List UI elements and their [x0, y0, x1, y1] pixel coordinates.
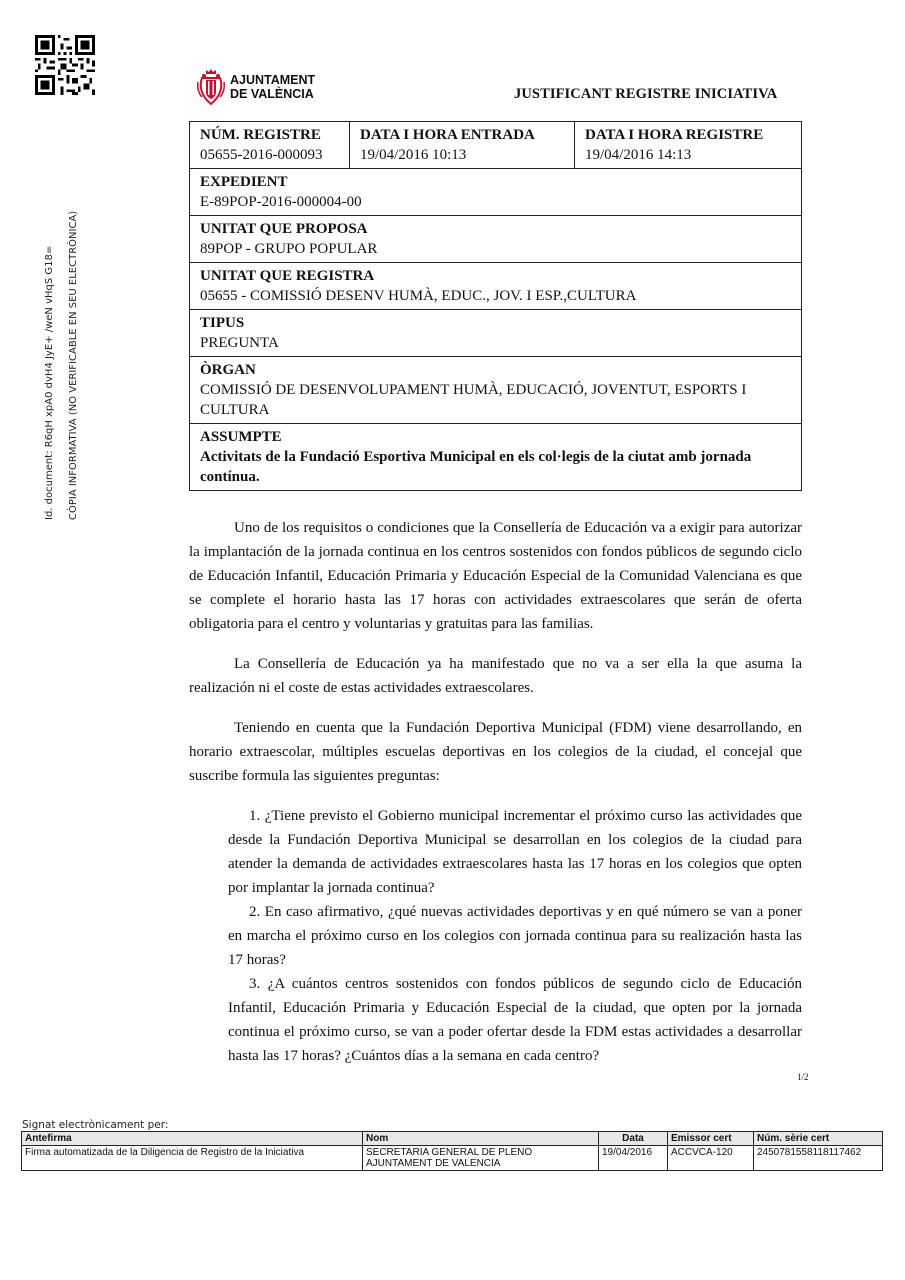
type-label: TIPUS: [200, 315, 245, 331]
antefirma-cell: Firma automatizada de la Diligencia de Registro de la Iniciativa: [22, 1146, 363, 1171]
registry-datetime-value: 19/04/2016 14:13: [585, 147, 692, 163]
data-cell: 19/04/2016: [599, 1146, 668, 1171]
signature-header-row: [22, 1132, 883, 1146]
emissor-header: Emissor cert: [668, 1132, 754, 1146]
proposing-unit-value: 89POP - GRUPO POPULAR: [200, 241, 378, 257]
registry-table: [189, 121, 802, 491]
qr-code: [35, 35, 95, 95]
subject-label: ASSUMPTE: [200, 429, 282, 445]
registry-datetime-cell: [574, 122, 801, 168]
subject-value: Activitats de la Fundació Esportiva Municipal en els col·legis de la ciutat amb jornada contínua.: [200, 449, 752, 485]
signature-row: [22, 1146, 883, 1171]
registry-number-value: 05655-2016-000093: [200, 147, 323, 163]
question-3: 3. ¿A cuántos centros sostenidos con fondos públicos de segundo ciclo de Educación Infantil, Educación Primaria y Educación Especial de la ciudad, que opten por la jornada continua el próximo curso, se van a poder ofertar desde la FDM estas actividades a desarrollar hasta las 17 horas? ¿Cuántos días a la semana en cada centro?: [228, 976, 802, 1064]
registering-unit-row: [190, 262, 801, 309]
data-header: Data: [599, 1132, 668, 1146]
ajuntament-name: [230, 73, 315, 101]
expedient-row: [190, 168, 801, 215]
registry-number-label: NÚM. REGISTRE: [200, 127, 321, 143]
registry-number-cell: [190, 122, 349, 168]
antefirma-header: Antefirma: [22, 1132, 363, 1146]
questions-list: [189, 804, 802, 1068]
side-verification-text: [38, 211, 86, 520]
signature-table: [21, 1131, 883, 1171]
coat-of-arms-icon: [196, 68, 226, 106]
registry-header-row: [190, 122, 801, 168]
org-line-2: DE VALÈNCIA: [230, 87, 314, 101]
registering-unit-value: 05655 - COMISSIÓ DESENV HUMÀ, EDUC., JOV. I ESP.,CULTURA: [200, 288, 637, 304]
emissor-cell: ACCVCA-120: [668, 1146, 754, 1171]
org-line-1: AJUNTAMENT: [230, 73, 316, 87]
subject-row: [190, 423, 801, 490]
qr-code-icon: [35, 35, 95, 95]
registry-datetime-label: DATA I HORA REGISTRE: [585, 127, 764, 143]
body-paragraph-1: Uno de los requisitos o condiciones que la Consellería de Educación va a exigir para autorizar la implantación de la jornada continua en los centros sostenidos con fondos públicos de segundo ciclo de Educación Infantil, Educación Primaria y Educación Especial de la Comunidad Valenciana es que se complete el horario hasta las 17 horas con actividades extraescolares que serán de oferta obligatoria para el centro y voluntarias y gratuitas para las familias.: [189, 520, 802, 632]
type-value: PREGUNTA: [200, 335, 279, 351]
organ-row: [190, 356, 801, 423]
organ-value: COMISSIÓ DE DESENVOLUPAMENT HUMÀ, EDUCACIÓ, JOVENTUT, ESPORTS I CULTURA: [200, 382, 747, 418]
serie-cell: 2450781558118117462: [754, 1146, 883, 1171]
expedient-value: E-89POP-2016-000004-00: [200, 194, 362, 210]
document-id-line: Id. document: R6qH xpA0 dvH4 JyE+ /weN vHqS G18=: [44, 245, 55, 520]
serie-header: Núm. sèrie cert: [754, 1132, 883, 1146]
entry-datetime-label: DATA I HORA ENTRADA: [360, 127, 535, 143]
proposing-unit-row: [190, 215, 801, 262]
nom-header: Nom: [363, 1132, 599, 1146]
question-2: 2. En caso afirmativo, ¿qué nuevas actividades deportivas y en qué número se van a poner en marcha el próximo curso en los colegios con jornada continua para su realización hasta las 17 horas?: [228, 904, 802, 968]
entry-datetime-cell: [349, 122, 574, 168]
document-body: [189, 516, 802, 1068]
informative-copy-line: CÒPIA INFORMATIVA (NO VERIFICABLE EN SEU ELECTRÒNICA): [68, 210, 79, 520]
ajuntament-logo: [196, 68, 315, 106]
type-row: [190, 309, 801, 356]
nom-line-2: AJUNTAMENT DE VALENCIA: [366, 1158, 501, 1169]
signature-label: Signat electrònicament per:: [22, 1119, 169, 1131]
entry-datetime-value: 19/04/2016 10:13: [360, 147, 467, 163]
registering-unit-label: UNITAT QUE REGISTRA: [200, 268, 375, 284]
body-paragraph-3: Teniendo en cuenta que la Fundación Deportiva Municipal (FDM) viene desarrollando, en horario extraescolar, múltiples escuelas deportivas en los colegios de la ciudad, el concejal que suscribe formula las siguientes preguntas:: [189, 720, 802, 784]
expedient-label: EXPEDIENT: [200, 174, 288, 190]
proposing-unit-label: UNITAT QUE PROPOSA: [200, 221, 368, 237]
body-paragraph-2: La Consellería de Educación ya ha manifestado que no va a ser ella la que asuma la realización ni el coste de estas actividades extraescolares.: [189, 656, 802, 696]
question-1: 1. ¿Tiene previsto el Gobierno municipal incrementar el próximo curso las actividades que desde la Fundación Deportiva Municipal se desarrollan en los colegios de la ciudad para atender la demanda de actividades extraescolares hasta las 17 horas en los colegios que opten por implantar la jornada continua?: [228, 808, 802, 896]
organ-label: ÒRGAN: [200, 362, 256, 378]
nom-line-1: SECRETARIA GENERAL DE PLENO: [366, 1147, 533, 1158]
nom-cell: [363, 1146, 599, 1171]
document-title: JUSTIFICANT REGISTRE INICIATIVA: [514, 86, 778, 102]
page-number: 1/2: [797, 1072, 809, 1082]
